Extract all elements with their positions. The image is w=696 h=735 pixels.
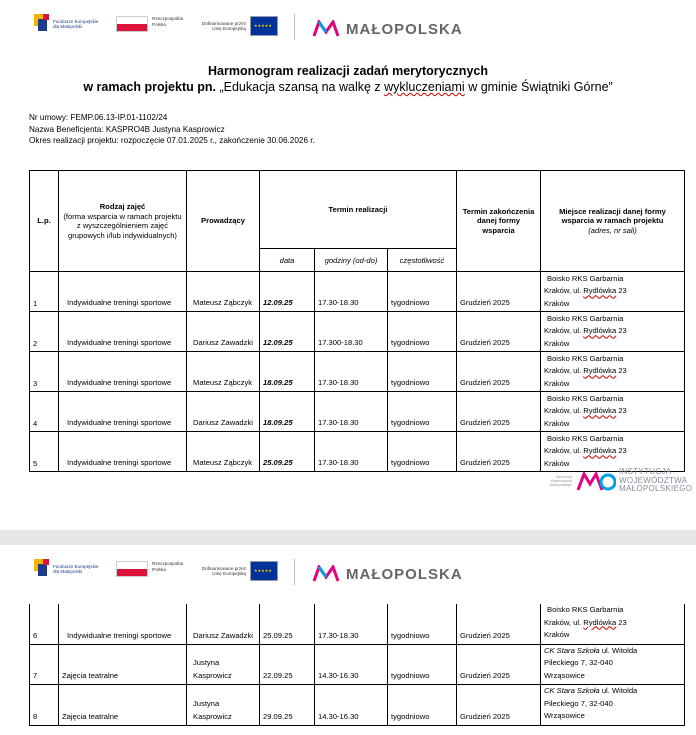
cell-czestotliwosc: tygodniowo xyxy=(388,644,457,685)
cell-termin-zakonczenia: Grudzień 2025 xyxy=(457,312,541,352)
header-rodzaj: Rodzaj zajęć (forma wsparcia w ramach projektu z wyszczególnieniem zajęć grupowych i/lub indywidualnych) xyxy=(59,171,187,272)
cell-czestotliwosc: tygodniowo xyxy=(388,392,457,432)
header-prowadzacy: Prowadzący xyxy=(187,171,260,272)
ue-text: Dofinansowane przez Unię Europejską xyxy=(201,20,246,31)
malopolska-text: MAŁOPOLSKA xyxy=(346,20,463,38)
ue-logo xyxy=(194,561,278,581)
malopolska-logo xyxy=(312,565,463,583)
cell-rodzaj: Indywidualne treningi sportowe xyxy=(59,604,187,644)
cell-termin-zakonczenia: Grudzień 2025 xyxy=(457,272,541,312)
header-czestotliwosc: częstotliwość xyxy=(388,249,457,272)
cell-data: 22.09.25 xyxy=(260,644,315,685)
cell-rodzaj: Indywidualne treningi sportowe xyxy=(59,432,187,472)
header-termin-zakonczenia: Termin zakończenia danej formy wsparcia xyxy=(457,171,541,272)
cell-rodzaj: Indywidualne treningi sportowe xyxy=(59,392,187,432)
cell-czestotliwosc: tygodniowo xyxy=(388,604,457,644)
fe-text: Fundusze Europejskie dla Małopolski xyxy=(53,18,99,29)
schedule-table-continued xyxy=(29,604,685,726)
cell-godziny: 17.30-18.30 xyxy=(315,604,388,644)
cell-godziny: 17.300-18.30 xyxy=(315,312,388,352)
logo-divider xyxy=(294,14,295,40)
rp-logo xyxy=(116,561,192,577)
cell-godziny: 17.30-18.30 xyxy=(315,432,388,472)
cell-termin-zakonczenia: Grudzień 2025 xyxy=(457,432,541,472)
table-row xyxy=(30,432,685,472)
fe-icon xyxy=(34,559,50,579)
header-data: data xyxy=(260,249,315,272)
header-termin-realizacji: Termin realizacji xyxy=(260,171,457,249)
cell-prowadzacy: Mateusz Ząbczyk xyxy=(187,432,260,472)
cell-rodzaj: Indywidualne treningi sportowe xyxy=(59,272,187,312)
project-period: Okres realizacji projektu: rozpoczęcie 07.01.2025 r., zakończenie 30.06.2026 r. xyxy=(29,136,315,145)
cell-lp: 5 xyxy=(30,432,59,472)
cell-rodzaj: Zajęcia teatralne xyxy=(59,685,187,726)
table-row xyxy=(30,392,685,432)
cell-godziny: 17.30-18.30 xyxy=(315,352,388,392)
cell-miejsce: Boisko RKS Garbarnia Kraków, ul. Rydlówka 23 Kraków xyxy=(541,392,685,432)
project-meta xyxy=(29,112,315,147)
ue-logo xyxy=(194,16,278,36)
cell-godziny: 14.30-16.30 xyxy=(315,644,388,685)
fe-logo xyxy=(34,559,99,579)
cell-prowadzacy: Justyna Kasprowicz xyxy=(187,644,260,685)
header-godziny: godziny (od-do) xyxy=(315,249,388,272)
malopolska-m-icon xyxy=(312,20,340,38)
cell-czestotliwosc: tygodniowo xyxy=(388,272,457,312)
document-subtitle: w ramach projektu pn. „Edukacja szansą na walkę z wykluczeniami w gminie Świątniki Górne” xyxy=(83,80,613,94)
table-row xyxy=(30,352,685,392)
cell-termin-zakonczenia: Grudzień 2025 xyxy=(457,352,541,392)
logo-bar xyxy=(34,12,674,44)
fe-text: Fundusze Europejskie dla Małopolski xyxy=(53,563,99,574)
logo-bar-page-2 xyxy=(34,557,674,589)
cell-miejsce: CK Stara Szkoła ul. Witolda Pileckiego 7, 32-040 Wrząsowice xyxy=(541,685,685,726)
cell-data: 12.09.25 xyxy=(260,312,315,352)
cell-prowadzacy: Dariusz Zawadzki xyxy=(187,392,260,432)
ue-text: Dofinansowane przez Unię Europejską xyxy=(201,565,246,576)
cell-miejsce: Boisko RKS Garbarnia Kraków, ul. Rydlówka 23 Kraków xyxy=(541,352,685,392)
table-row xyxy=(30,604,685,644)
eu-flag-icon xyxy=(250,561,278,581)
table-row xyxy=(30,685,685,726)
rp-text: Rzeczpospolita Polska xyxy=(152,16,184,27)
iwm-small-text: Samorząd Województwa Małopolskiego xyxy=(549,474,572,487)
cell-czestotliwosc: tygodniowo xyxy=(388,432,457,472)
cell-miejsce: CK Stara Szkoła ul. Witolda Pileckiego 7, 32-040 Wrząsowice xyxy=(541,644,685,685)
cell-godziny: 14.30-16.30 xyxy=(315,685,388,726)
table-row xyxy=(30,644,685,685)
cell-data: 25.09.25 xyxy=(260,604,315,644)
cell-lp: 6 xyxy=(30,604,59,644)
cell-prowadzacy: Justyna Kasprowicz xyxy=(187,685,260,726)
cell-data: 12.09.25 xyxy=(260,272,315,312)
cell-miejsce: Boisko RKS Garbarnia Kraków, ul. Rydlówka 23 Kraków xyxy=(541,432,685,472)
iwm-logo xyxy=(540,468,692,494)
cell-termin-zakonczenia: Grudzień 2025 xyxy=(457,604,541,644)
cell-data: 25.09.25 xyxy=(260,432,315,472)
cell-termin-zakonczenia: Grudzień 2025 xyxy=(457,685,541,726)
iwm-text: INSTYTUCJA WOJEWÓDZTWA MAŁOPOLSKIEGO xyxy=(619,467,693,493)
fe-icon xyxy=(34,14,50,34)
cell-data: 18.09.25 xyxy=(260,352,315,392)
table-row xyxy=(30,272,685,312)
cell-godziny: 17.30-18.30 xyxy=(315,392,388,432)
polish-flag-icon xyxy=(116,16,148,32)
cell-prowadzacy: Mateusz Ząbczyk xyxy=(187,352,260,392)
malopolska-m-icon xyxy=(312,565,340,583)
malopolska-text: MAŁOPOLSKA xyxy=(346,565,463,583)
cell-lp: 2 xyxy=(30,312,59,352)
cell-miejsce: Boisko RKS Garbarnia Kraków, ul. Rydlówka 23 Kraków xyxy=(541,272,685,312)
cell-lp: 7 xyxy=(30,644,59,685)
header-miejsce: Miejsce realizacji danej formy wsparcia w ramach projektu (adres, nr sali) xyxy=(541,171,685,272)
cell-czestotliwosc: tygodniowo xyxy=(388,352,457,392)
malopolska-logo xyxy=(312,20,463,38)
cell-czestotliwosc: tygodniowo xyxy=(388,685,457,726)
cell-miejsce: Boisko RKS Garbarnia Kraków, ul. Rydlówka 23 Kraków xyxy=(541,604,685,644)
cell-prowadzacy: Mateusz Ząbczyk xyxy=(187,272,260,312)
polish-flag-icon xyxy=(116,561,148,577)
document-title: Harmonogram realizacji zadań merytorycznych xyxy=(208,64,488,78)
cell-lp: 1 xyxy=(30,272,59,312)
cell-termin-zakonczenia: Grudzień 2025 xyxy=(457,644,541,685)
cell-miejsce: Boisko RKS Garbarnia Kraków, ul. Rydlówka 23 Kraków xyxy=(541,312,685,352)
cell-rodzaj: Indywidualne treningi sportowe xyxy=(59,312,187,352)
table-header-row xyxy=(30,171,685,249)
cell-data: 18.09.25 xyxy=(260,392,315,432)
cell-lp: 8 xyxy=(30,685,59,726)
cell-rodzaj: Indywidualne treningi sportowe xyxy=(59,352,187,392)
rp-text: Rzeczpospolita Polska xyxy=(152,561,184,572)
beneficiary-name: Nazwa Beneficjenta: KASPRO4B Justyna Kasprowicz xyxy=(29,124,225,134)
iwm-mark-icon xyxy=(576,470,616,492)
cell-lp: 4 xyxy=(30,392,59,432)
cell-godziny: 17.30-18.30 xyxy=(315,272,388,312)
fe-logo xyxy=(34,14,99,34)
rp-logo xyxy=(116,16,192,32)
logo-divider xyxy=(294,559,295,585)
cell-termin-zakonczenia: Grudzień 2025 xyxy=(457,392,541,432)
cell-data: 29.09.25 xyxy=(260,685,315,726)
cell-prowadzacy: Dariusz Zawadzki xyxy=(187,312,260,352)
header-lp: L.p. xyxy=(30,171,59,272)
cell-czestotliwosc: tygodniowo xyxy=(388,312,457,352)
cell-prowadzacy: Dariusz Zawadzki xyxy=(187,604,260,644)
schedule-table xyxy=(29,170,685,472)
contract-number: Nr umowy: FEMP.06.13-IP.01-1102/24 xyxy=(29,113,168,122)
cell-rodzaj: Zajęcia teatralne xyxy=(59,644,187,685)
table-row xyxy=(30,312,685,352)
eu-flag-icon xyxy=(250,16,278,36)
cell-lp: 3 xyxy=(30,352,59,392)
